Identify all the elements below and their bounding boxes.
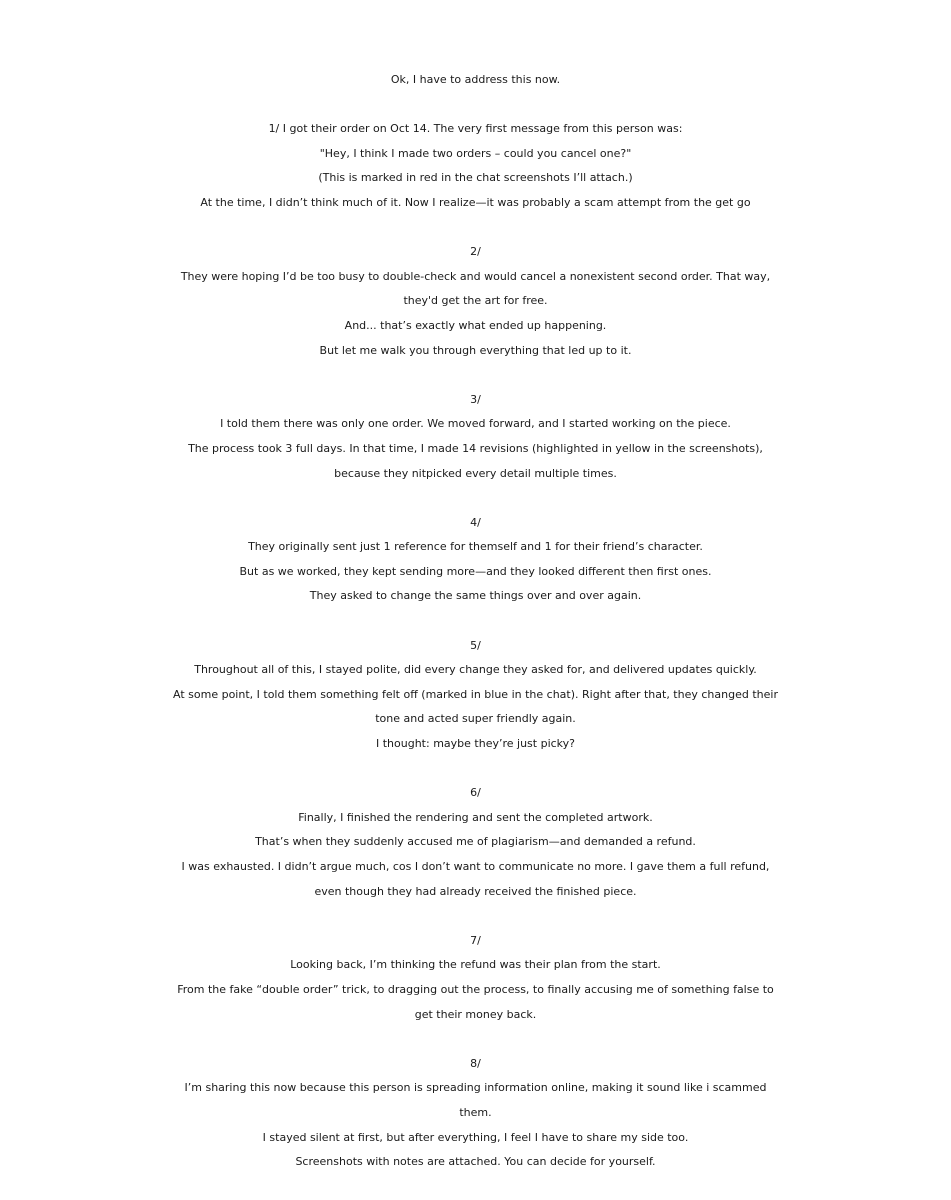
section-number: 4/ [470, 515, 481, 529]
section-line: I told them there was only one order. We moved forward, and I started working on the piece. [220, 417, 731, 431]
section-1 [0, 117, 951, 215]
section-2 [0, 240, 951, 363]
section-line: I’m sharing this now because this person is spreading information online, making it sound like i scammed [184, 1081, 767, 1095]
section-number: 7/ [470, 933, 481, 947]
section-number: 6/ [470, 786, 481, 800]
section-line: They asked to change the same things over and over again. [309, 589, 642, 603]
intro-line: Ok, I have to address this now. [390, 73, 561, 86]
section-line: At some point, I told them something felt off (marked in blue in the chat). Right after that, they changed their [173, 687, 778, 701]
section-number: 8/ [470, 1056, 481, 1070]
section-line: get their money back. [414, 1007, 537, 1021]
section-line: them. [459, 1105, 492, 1119]
section-7 [0, 929, 951, 1027]
section-number: 3/ [470, 392, 481, 406]
section-line: (This is marked in red in the chat screenshots I’ll attach.) [318, 171, 633, 185]
section-line: they'd get the art for free. [403, 294, 548, 308]
section-line: Screenshots with notes are attached. You can decide for yourself. [295, 1155, 656, 1169]
section-number: 5/ [470, 638, 481, 652]
section-line: The process took 3 full days. In that time, I made 14 revisions (highlighted in yellow in the screenshots), [188, 441, 763, 455]
section-line: Finally, I finished the rendering and sent the completed artwork. [298, 810, 653, 824]
section-line: They originally sent just 1 reference for themself and 1 for their friend’s character. [248, 540, 703, 554]
section-line: That’s when they suddenly accused me of plagiarism—and demanded a refund. [255, 835, 696, 849]
section-line: because they nitpicked every detail multiple times. [334, 466, 617, 480]
intro-paragraph [0, 68, 951, 93]
section-line: I was exhausted. I didn’t argue much, cos I don’t want to communicate no more. I gave them a full refund, [181, 860, 770, 873]
section-line: And... that’s exactly what ended up happening. [344, 318, 607, 332]
section-line: even though they had already received the finished piece. [314, 884, 637, 898]
section-line: Looking back, I’m thinking the refund was their plan from the start. [290, 958, 661, 972]
section-line: They were hoping I’d be too busy to double-check and would cancel a nonexistent second order. That way, [180, 269, 771, 283]
sections-container [0, 117, 951, 1175]
section-line: But let me walk you through everything that led up to it. [319, 343, 632, 357]
section-number: 2/ [470, 245, 481, 259]
section-line: I thought: maybe they’re just picky? [376, 737, 575, 751]
section-4 [0, 511, 951, 609]
section-line: Throughout all of this, I stayed polite, did every change they asked for, and delivered updates quickly. [194, 663, 757, 677]
section-line: 1/ I got their order on Oct 14. The very first message from this person was: [268, 122, 683, 136]
section-line: From the fake “double order” trick, to dragging out the process, to finally accusing me of something false to [177, 982, 774, 996]
section-5 [0, 634, 951, 757]
section-8 [0, 1052, 951, 1175]
section-6 [0, 781, 951, 904]
section-3 [0, 388, 951, 486]
section-line: "Hey, I think I made two orders – could you cancel one?" [319, 146, 632, 160]
section-line: At the time, I didn’t think much of it. Now I realize—it was probably a scam attempt from the get go [200, 195, 751, 209]
section-line: But as we worked, they kept sending more—and they looked different then first ones. [239, 564, 712, 578]
section-line: tone and acted super friendly again. [375, 712, 576, 726]
section-line: I stayed silent at first, but after everything, I feel I have to share my side too. [262, 1130, 689, 1144]
